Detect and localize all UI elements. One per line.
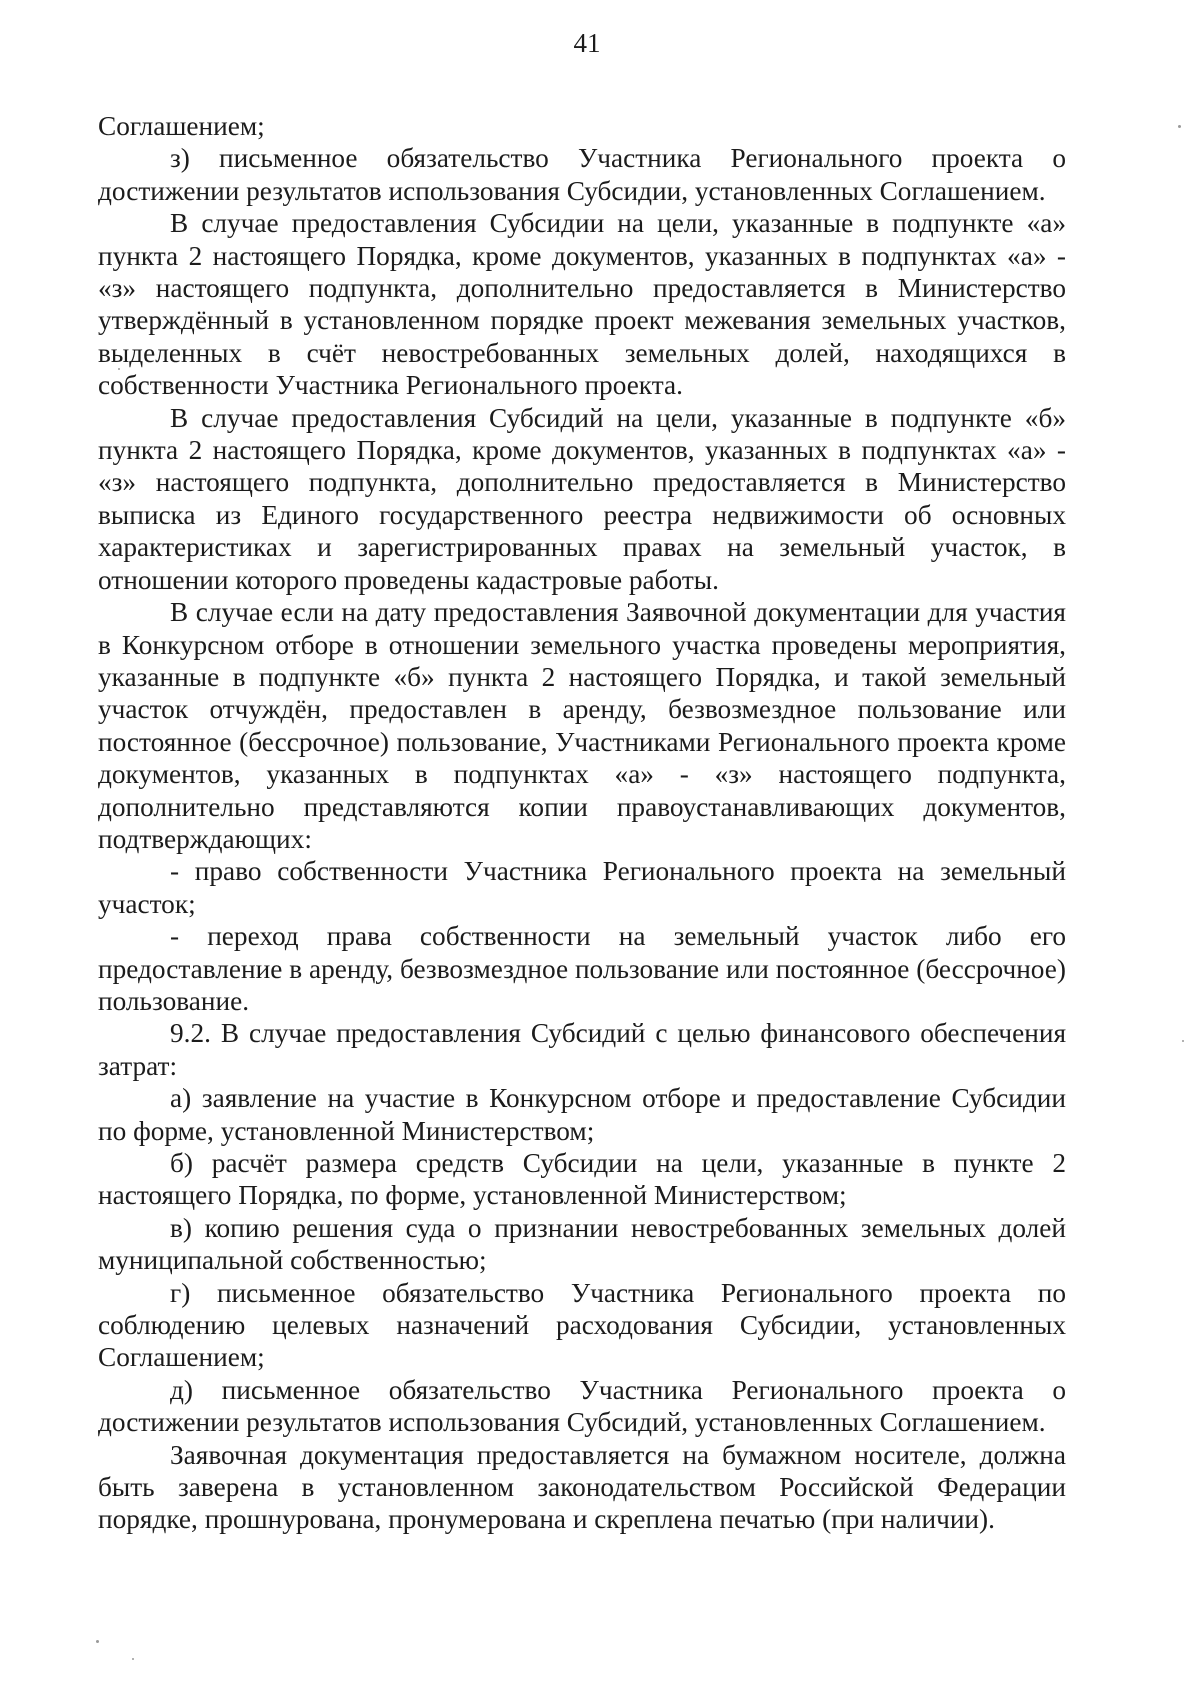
paragraph: д) письменное обязательство Участника Регионального проекта о достижении результатов использования Субсидий, установленных Соглашением. <box>98 1374 1066 1438</box>
document-body <box>98 110 1066 1536</box>
paragraph: В случае предоставления Субсидии на цели, указанные в подпункте «а» пункта 2 настоящего Порядка, кроме документов, указанных в подпунктах «а» - «з» настоящего подпункта, дополнительно предоставляется в Министерство утверждённый в установленном порядке проект межевания земельных участков, выделенных в счёт невостребованных земельных долей, находящихся в собственности Участника Регионального проекта. <box>98 208 1066 401</box>
paragraph: а) заявление на участие в Конкурсном отборе и предоставление Субсидии по форме, установленной Министерством; <box>98 1083 1066 1146</box>
paragraph: б) расчёт размера средств Субсидии на цели, указанные в пункте 2 настоящего Порядка, по форме, установленной Министерством; <box>98 1148 1066 1211</box>
scan-speck <box>96 1640 99 1643</box>
paragraph: В случае если на дату предоставления Заявочной документации для участия в Конкурсном отборе в отношении земельного участка проведены мероприятия, указанные в подпункте «б» пункта 2 настоящего Порядка, и такой земельный участок отчуждён, предоставлен в аренду, безвозмездное пользование или постоянное (бессрочное) пользование, Участниками Регионального проекта кроме документов, указанных в подпунктах «а» - «з» настоящего подпункта, дополнительно представляются копии правоустанавливающих документов, подтверждающих: <box>98 597 1066 854</box>
paragraph: в) копию решения суда о признании невостребованных земельных долей муниципальной собственностью; <box>98 1212 1066 1276</box>
paragraph: з) письменное обязательство Участника Регионального проекта о достижении результатов использования Субсидии, установленных Соглашением. <box>98 143 1066 206</box>
paragraph: г) письменное обязательство Участника Регионального проекта по соблюдению целевых назначений расходования Субсидии, установленных Соглашением; <box>98 1277 1066 1373</box>
paragraph: 9.2. В случае предоставления Субсидий с целью финансового обеспечения затрат: <box>98 1018 1066 1081</box>
scan-speck <box>132 1658 134 1660</box>
paragraph: - переход права собственности на земельный участок либо его предоставление в аренду, безвозмездное пользование или постоянное (бессрочное) пользование. <box>98 921 1066 1016</box>
scan-speck <box>1182 1040 1184 1042</box>
paragraph: В случае предоставления Субсидий на цели, указанные в подпункте «б» пункта 2 настоящего Порядка, кроме документов, указанных в подпунктах «а» - «з» настоящего подпункта, дополнительно предоставляется в Министерство выписка из Единого государственного реестра недвижимости об основных характеристиках и зарегистрированных правах на земельный участок, в отношении которого проведены кадастровые работы. <box>98 402 1066 595</box>
page-number: 41 <box>573 28 601 58</box>
paragraph: Заявочная документация предоставляется на бумажном носителе, должна быть заверена в установленном законодательством Российской Федерации порядке, прошнурована, пронумерована и скреплена печатью (при наличии). <box>98 1439 1066 1535</box>
scan-speck <box>118 368 120 370</box>
scan-speck <box>1178 125 1181 128</box>
paragraph: Соглашением; <box>98 111 265 141</box>
paragraph: - право собственности Участника Регионального проекта на земельный участок; <box>98 856 1066 919</box>
